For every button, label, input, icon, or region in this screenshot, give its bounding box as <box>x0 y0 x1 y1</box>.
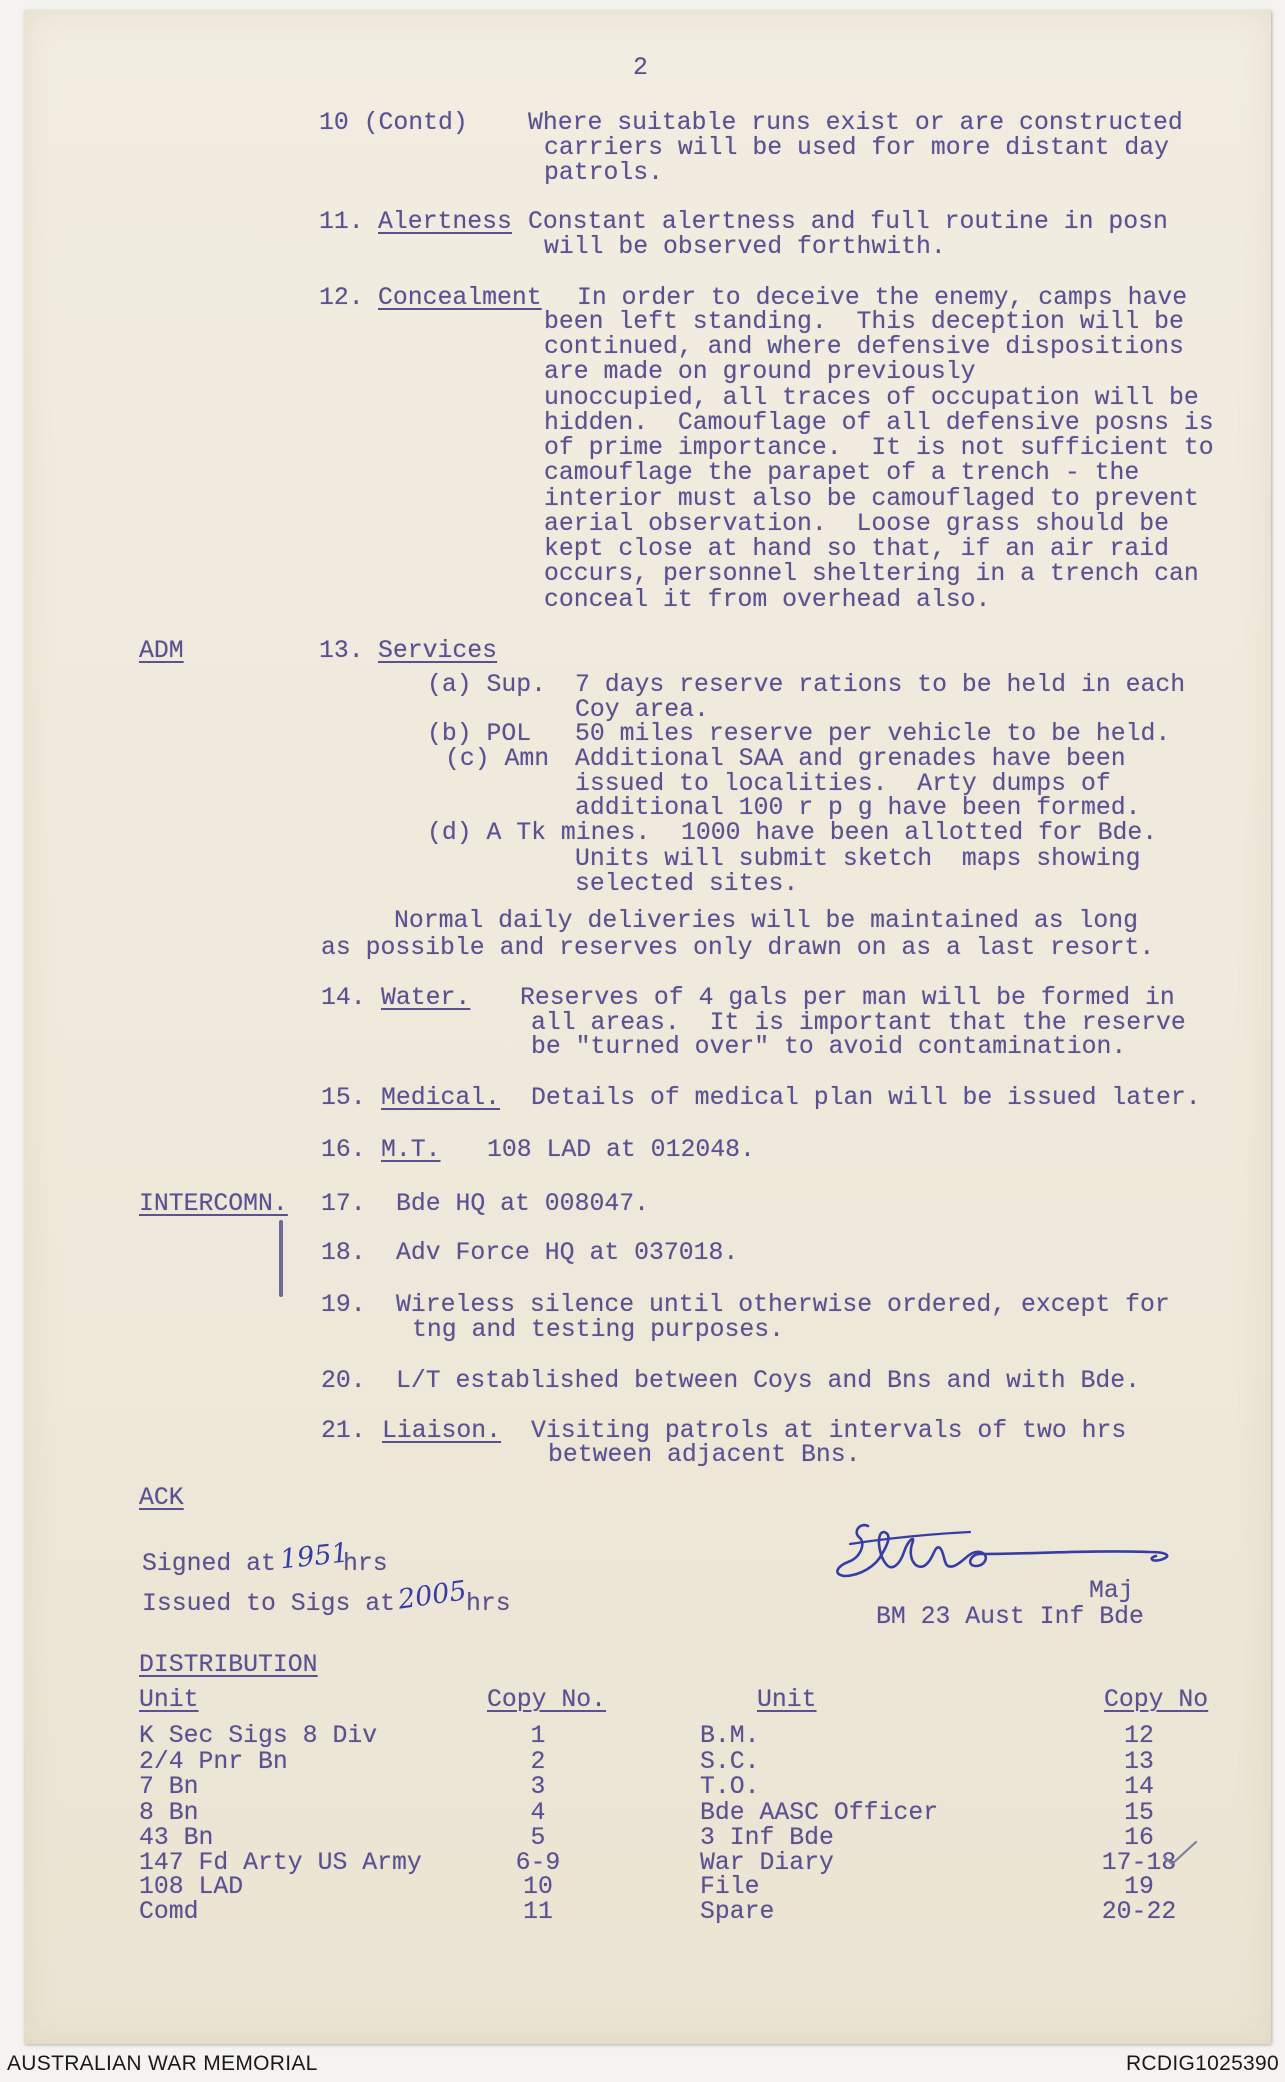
paragraph-number: 18. <box>321 1239 366 1267</box>
distribution-unit: Comd <box>139 1898 199 1926</box>
distribution-unit: 108 LAD <box>139 1873 244 1901</box>
distribution-copy-no: 1 <box>530 1722 546 1750</box>
distribution-unit: Spare <box>700 1898 775 1926</box>
paragraph-line: carriers will be used for more distant day <box>544 134 1169 162</box>
paragraph-line: patrols. <box>544 159 664 187</box>
paragraph-line: Where suitable runs exist or are constructed <box>528 109 1183 137</box>
distribution-unit: T.O. <box>700 1773 760 1801</box>
paragraph-line: Adv Force HQ at 037018. <box>396 1239 739 1267</box>
paragraph-line: Bde HQ at 008047. <box>396 1190 649 1218</box>
issued-time-handwritten: 2005 <box>396 1575 469 1616</box>
paragraph-number: 15. <box>321 1084 366 1112</box>
paragraph-heading: Alertness <box>378 208 512 236</box>
paragraph-line: conceal it from overhead also. <box>544 586 991 614</box>
sub-item-label: (a) Sup. <box>427 671 547 699</box>
page-number: 2 <box>633 54 648 82</box>
distribution-copy-no: 6-9 <box>515 1849 561 1877</box>
sub-item-line: 50 miles reserve per vehicle to be held. <box>575 720 1171 748</box>
paragraph-heading: Medical. <box>381 1084 501 1112</box>
note-line: as possible and reserves only drawn on as a last resort. <box>321 934 1155 962</box>
distribution-title: DISTRIBUTION <box>139 1651 318 1679</box>
paragraph-line: between adjacent Bns. <box>548 1441 861 1469</box>
paragraph-heading: Services <box>378 637 498 665</box>
sub-item-line: Units will submit sketch maps showing <box>575 845 1141 873</box>
sub-item-label: (b) POL <box>427 720 532 748</box>
column-header-unit: Unit <box>757 1686 817 1714</box>
paragraph-number: 21. <box>321 1417 366 1445</box>
sub-item-line: additional 100 r p g have been formed. <box>575 794 1141 822</box>
column-header-copy-no: Copy No <box>1104 1686 1209 1714</box>
paragraph-line: camouflage the parapet of a trench - the <box>544 459 1140 487</box>
distribution-copy-no: 5 <box>530 1824 546 1852</box>
distribution-copy-no: 2 <box>530 1748 546 1776</box>
distribution-unit: Bde AASC Officer <box>700 1799 939 1827</box>
issued-hrs: hrs <box>466 1590 511 1618</box>
check-mark-icon <box>1160 1838 1200 1870</box>
paragraph-line: will be observed forthwith. <box>544 233 946 261</box>
margin-label-intercomn: INTERCOMN. <box>139 1190 288 1218</box>
paragraph-number: 13. <box>319 637 364 665</box>
note-line: Normal daily deliveries will be maintained as long <box>394 907 1139 935</box>
distribution-unit: B.M. <box>700 1722 760 1750</box>
distribution-unit: 7 Bn <box>139 1773 199 1801</box>
paragraph-heading: Liaison. <box>382 1417 502 1445</box>
paragraph-line: are made on ground previously <box>544 358 976 386</box>
paragraph-heading: Concealment <box>378 284 542 312</box>
sub-item-label: (d) A Tk mines. <box>427 819 651 847</box>
column-header-unit: Unit <box>139 1686 199 1714</box>
sub-item-line: 1000 have been allotted for Bde. <box>681 819 1158 847</box>
paragraph-line: all areas. It is important that the reserve <box>531 1009 1186 1037</box>
distribution-unit: War Diary <box>700 1849 834 1877</box>
paragraph-number: 11. <box>319 208 364 236</box>
distribution-unit: 2/4 Pnr Bn <box>139 1748 288 1776</box>
paragraph-line: been left standing. This deception will be <box>544 308 1184 336</box>
signature <box>830 1516 1190 1596</box>
paragraph-number: 14. <box>321 984 366 1012</box>
distribution-copy-no: 12 <box>1124 1722 1154 1750</box>
distribution-copy-no: 15 <box>1124 1799 1154 1827</box>
distribution-copy-no: 4 <box>530 1799 546 1827</box>
margin-bracket-line <box>279 1220 283 1297</box>
paragraph-line: Wireless silence until otherwise ordered, except for <box>396 1291 1170 1319</box>
distribution-unit: K Sec Sigs 8 Div <box>139 1722 378 1750</box>
paragraph-number: 10 (Contd) <box>319 109 468 137</box>
paragraph-line: tng and testing purposes. <box>412 1316 785 1344</box>
paragraph-number: 16. <box>321 1136 366 1164</box>
paragraph-line: of prime importance. It is not sufficient to <box>544 434 1214 462</box>
paragraph-line: Constant alertness and full routine in posn <box>528 208 1168 236</box>
paragraph-number: 20. <box>321 1367 366 1395</box>
column-header-copy-no: Copy No. <box>487 1686 607 1714</box>
signed-time-handwritten: 1951 <box>278 1537 351 1576</box>
sub-item-line: issued to localities. Arty dumps of <box>575 770 1111 798</box>
issued-label: Issued to Sigs at <box>142 1590 395 1618</box>
signatory-appointment: BM 23 Aust Inf Bde <box>876 1603 1144 1631</box>
paragraph-line: continued, and where defensive dispositions <box>544 333 1184 361</box>
signed-label: Signed at <box>142 1550 276 1578</box>
paragraph-line: kept close at hand so that, if an air raid <box>544 535 1169 563</box>
paragraph-heading: Water. <box>381 984 471 1012</box>
distribution-copy-no: 13 <box>1124 1748 1154 1776</box>
sub-item-line: Coy area. <box>575 696 709 724</box>
margin-label-adm: ADM <box>139 637 184 665</box>
footer-institution: AUSTRALIAN WAR MEMORIAL <box>7 2052 318 2075</box>
footer-record-id: RCDIG1025390 <box>1125 2052 1279 2075</box>
distribution-copy-no: 14 <box>1124 1773 1154 1801</box>
paragraph-line: unoccupied, all traces of occupation will be <box>544 384 1199 412</box>
distribution-copy-no: 10 <box>523 1873 553 1901</box>
paragraph-number: 17. <box>321 1190 366 1218</box>
paragraph-line: Reserves of 4 gals per man will be formed in <box>520 984 1175 1012</box>
paragraph-line: In order to deceive the enemy, camps have <box>577 284 1188 312</box>
sub-item-line: selected sites. <box>575 870 799 898</box>
paragraph-heading: M.T. <box>381 1136 441 1164</box>
distribution-unit: S.C. <box>700 1748 760 1776</box>
sub-item-line: 7 days reserve rations to be held in each <box>575 671 1186 699</box>
paragraph-line: L/T established between Coys and Bns and with Bde. <box>396 1367 1141 1395</box>
paragraph-line: interior must also be camouflaged to prevent <box>544 485 1199 513</box>
sub-item-line: Additional SAA and grenades have been <box>575 745 1126 773</box>
paragraph-line: aerial observation. Loose grass should be <box>544 510 1169 538</box>
distribution-unit: 43 Bn <box>139 1824 214 1852</box>
paragraph-line: 108 LAD at 012048. <box>487 1136 755 1164</box>
signatory-rank: Maj <box>1089 1577 1134 1605</box>
distribution-copy-no: 20-22 <box>1101 1898 1177 1926</box>
distribution-unit: 3 Inf Bde <box>700 1824 834 1852</box>
paragraph-line: occurs, personnel sheltering in a trench can <box>544 560 1199 588</box>
distribution-copy-no: 19 <box>1124 1873 1154 1901</box>
paragraph-line: Details of medical plan will be issued later. <box>531 1084 1201 1112</box>
paragraph-line: Visiting patrols at intervals of two hrs <box>531 1417 1127 1445</box>
paragraph-line: be "turned over" to avoid contamination. <box>531 1033 1127 1061</box>
paragraph-number: 12. <box>319 284 364 312</box>
sub-item-label: (c) Amn <box>445 745 550 773</box>
paragraph-line: hidden. Camouflage of all defensive posns is <box>544 409 1214 437</box>
distribution-unit: 147 Fd Arty US Army <box>139 1849 422 1877</box>
distribution-unit: 8 Bn <box>139 1799 199 1827</box>
signature-stroke <box>837 1525 1167 1576</box>
distribution-copy-no: 17-18 <box>1101 1849 1177 1877</box>
distribution-copy-no: 16 <box>1124 1824 1154 1852</box>
distribution-copy-no: 11 <box>523 1898 553 1926</box>
signed-hrs: hrs <box>343 1550 388 1578</box>
distribution-unit: File <box>700 1873 760 1901</box>
ack-label: ACK <box>139 1484 184 1512</box>
paragraph-number: 19. <box>321 1291 366 1319</box>
distribution-copy-no: 3 <box>530 1773 546 1801</box>
